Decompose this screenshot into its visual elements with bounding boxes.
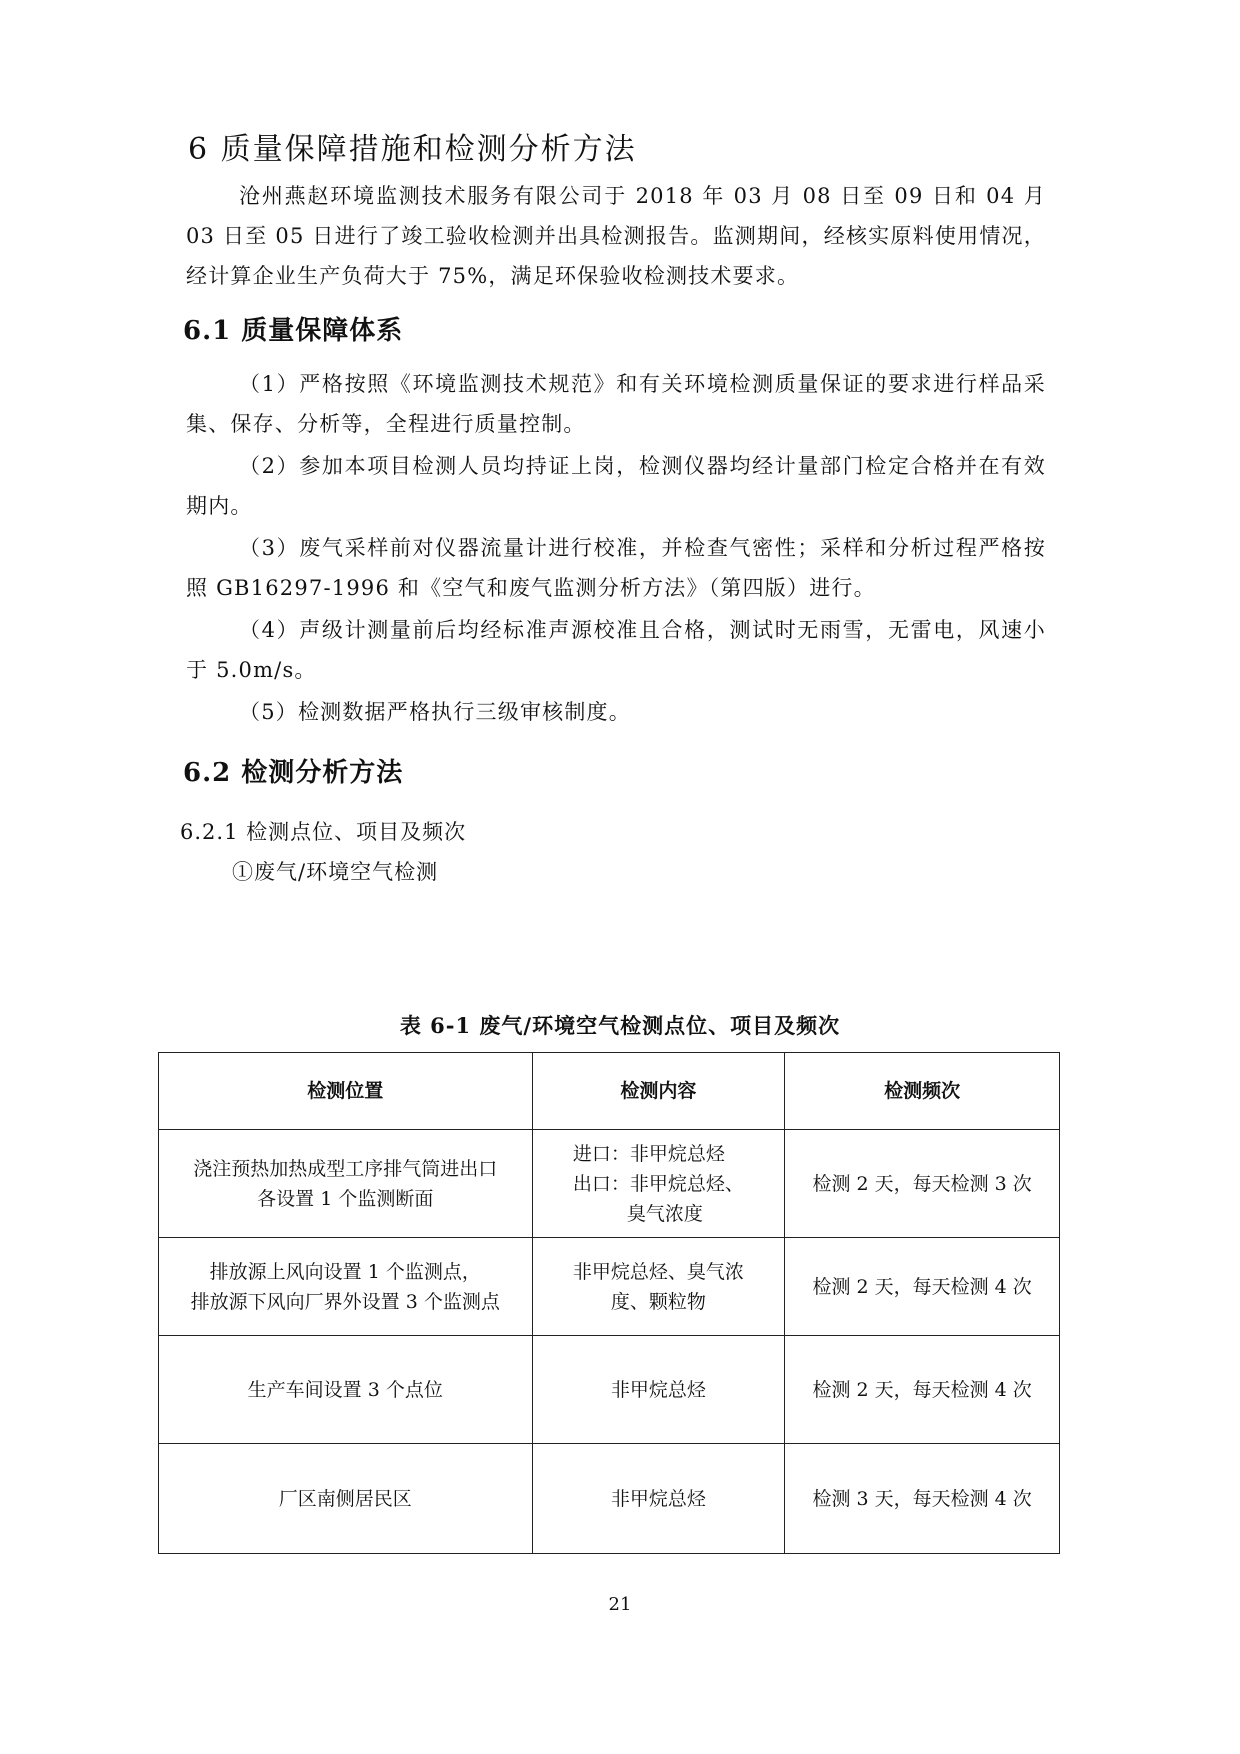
content-line: 臭气浓度 bbox=[626, 1202, 703, 1225]
location-line: 排放源上风向设置 1 个监测点， bbox=[209, 1260, 481, 1283]
content-line: 非甲烷总烃 bbox=[610, 1487, 706, 1510]
cell-location bbox=[159, 1444, 533, 1554]
cell-frequency: 检测 3 天，每天检测 4 次 bbox=[785, 1444, 1060, 1554]
header-frequency: 检测频次 bbox=[785, 1053, 1060, 1130]
cell-content bbox=[532, 1444, 785, 1554]
monitoring-table bbox=[158, 1052, 1060, 1554]
table-row bbox=[159, 1238, 1060, 1336]
content-line: 非甲烷总烃、臭气浓 bbox=[572, 1260, 744, 1283]
content-line: 进口：非甲烷总烃 bbox=[572, 1142, 725, 1165]
cell-frequency: 检测 2 天，每天检测 4 次 bbox=[785, 1238, 1060, 1336]
header-content: 检测内容 bbox=[532, 1053, 785, 1130]
table-row bbox=[159, 1336, 1060, 1444]
subsubsection-waste-gas: ①废气/环境空气检测 bbox=[232, 860, 439, 884]
cell-location bbox=[159, 1238, 533, 1336]
cell-content bbox=[532, 1130, 785, 1238]
cell-location bbox=[159, 1336, 533, 1444]
quality-item-4: （4）声级计测量前后均经标准声源校准且合格，测试时无雨雪，无雷电，风速小于 5.0m/s。 bbox=[186, 618, 1046, 682]
header-location: 检测位置 bbox=[159, 1053, 533, 1130]
quality-item-2: （2）参加本项目检测人员均持证上岗，检测仪器均经计量部门检定合格并在有效期内。 bbox=[186, 454, 1046, 518]
quality-item-1: （1）严格按照《环境监测技术规范》和有关环境检测质量保证的要求进行样品采集、保存、分析等，全程进行质量控制。 bbox=[186, 372, 1046, 436]
location-line: 各设置 1 个监测断面 bbox=[257, 1187, 434, 1210]
location-line: 浇注预热加热成型工序排气筒进出口 bbox=[193, 1157, 498, 1180]
content-line: 非甲烷总烃 bbox=[610, 1378, 706, 1401]
table-header-row bbox=[159, 1053, 1060, 1130]
cell-location bbox=[159, 1130, 533, 1238]
page-number: 21 bbox=[608, 1594, 632, 1615]
quality-item-5: （5）检测数据严格执行三级审核制度。 bbox=[239, 700, 631, 724]
table-row bbox=[159, 1444, 1060, 1554]
content-line: 度、颗粒物 bbox=[610, 1290, 706, 1313]
subsection-6-2-1: 6.2.1 检测点位、项目及频次 bbox=[180, 820, 467, 844]
intro-paragraph: 沧州燕赵环境监测技术服务有限公司于 2018 年 03 月 08 日至 09 日和 04 月 03 日至 05 日进行了竣工验收检测并出具检测报告。监测期间，经核实原料使用情况，经计算企业生产负荷大于 75%，满足环保验收检测技术要求。 bbox=[186, 184, 1046, 288]
content-line: 出口：非甲烷总烃、 bbox=[572, 1172, 744, 1195]
location-line: 生产车间设置 3 个点位 bbox=[247, 1378, 443, 1401]
section-6-2-title: 6.2 检测分析方法 bbox=[183, 758, 404, 788]
cell-content bbox=[532, 1336, 785, 1444]
cell-frequency: 检测 2 天，每天检测 3 次 bbox=[785, 1130, 1060, 1238]
cell-frequency: 检测 2 天，每天检测 4 次 bbox=[785, 1336, 1060, 1444]
cell-content bbox=[532, 1238, 785, 1336]
table-row bbox=[159, 1130, 1060, 1238]
table-caption: 表 6-1 废气/环境空气检测点位、项目及频次 bbox=[399, 1013, 841, 1038]
section-6-1-title: 6.1 质量保障体系 bbox=[183, 316, 404, 346]
quality-item-3: （3）废气采样前对仪器流量计进行校准，并检查气密性；采样和分析过程严格按照 GB16297-1996 和《空气和废气监测分析方法》（第四版）进行。 bbox=[186, 536, 1046, 600]
location-line: 厂区南侧居民区 bbox=[278, 1487, 412, 1510]
location-line: 排放源下风向厂界外设置 3 个监测点 bbox=[190, 1290, 500, 1313]
chapter-heading: 6 质量保障措施和检测分析方法 bbox=[188, 132, 637, 167]
